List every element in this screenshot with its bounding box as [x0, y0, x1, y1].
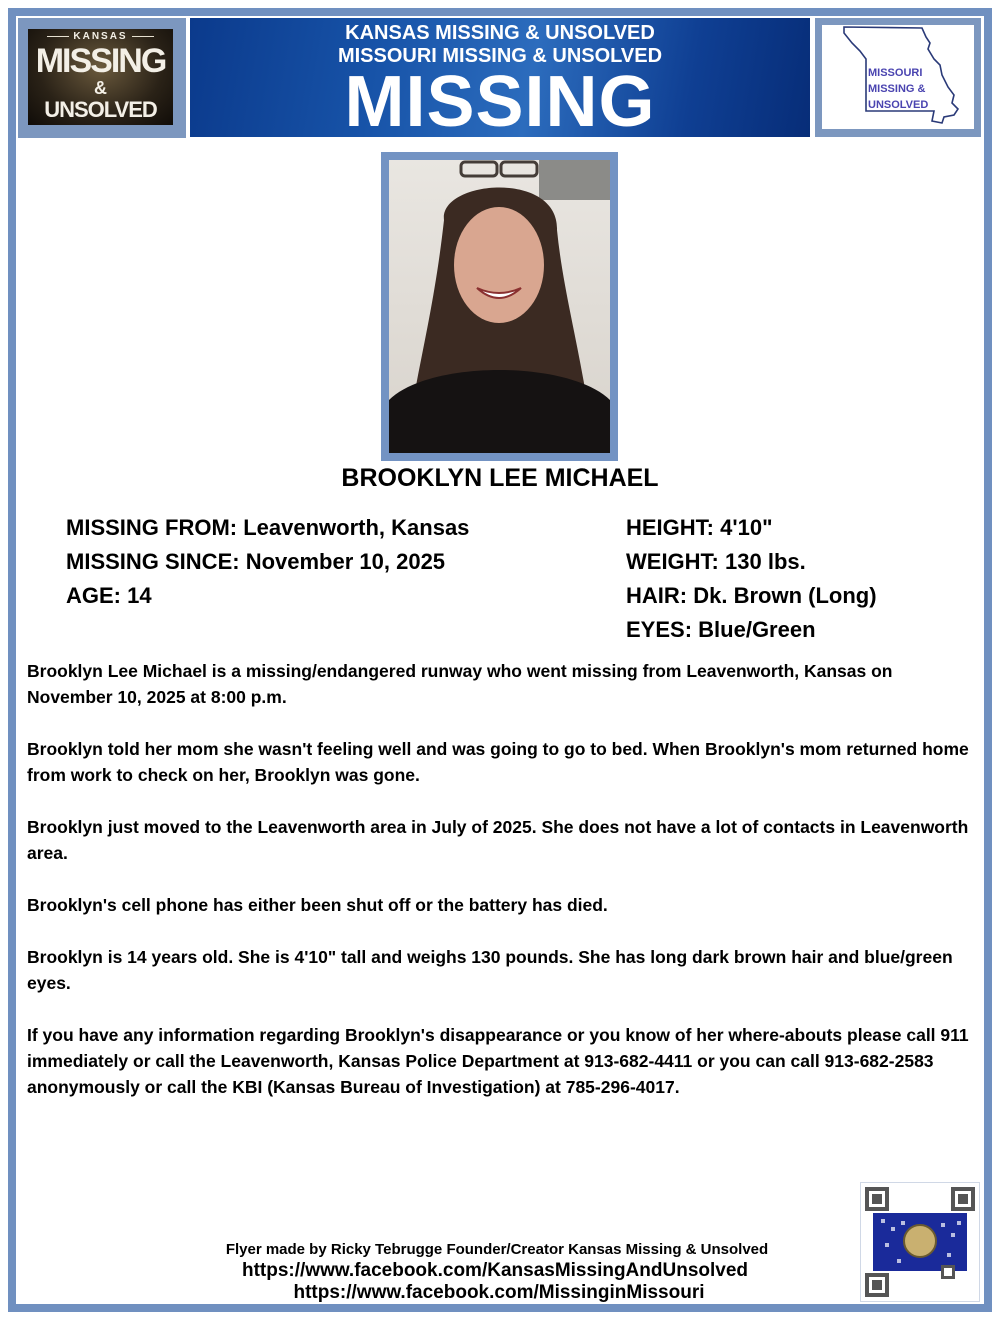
description-paragraph: Brooklyn just moved to the Leavenworth area in July of 2025. She does not have a lot of contacts in Leavenworth area.	[27, 817, 969, 863]
missouri-logo-line1: MISSOURI	[868, 67, 923, 79]
missouri-logo-line2: MISSING &	[868, 83, 926, 95]
fact-value: 4'10"	[720, 515, 773, 540]
facebook-link-missouri[interactable]: https://www.facebook.com/MissinginMissouri	[293, 1282, 705, 1303]
fact-value: 130 lbs.	[725, 549, 806, 574]
fact-label: MISSING FROM:	[66, 515, 238, 540]
fact-eyes	[626, 613, 877, 647]
qr-code-graphic	[861, 1183, 979, 1301]
kansas-missing-unsolved-logo	[18, 18, 186, 138]
fact-label: HEIGHT:	[626, 515, 714, 540]
description-paragraph: Brooklyn told her mom she wasn't feeling well and was going to go to bed. When Brooklyn's mom returned home from work to check on her, Brooklyn was gone.	[27, 739, 969, 785]
logo-unsolved: UNSOLVED	[44, 97, 157, 122]
fact-height	[626, 511, 877, 545]
logo-missing: MISSING	[35, 42, 166, 80]
header-banner	[190, 18, 810, 137]
description	[27, 658, 977, 1126]
description-paragraph: If you have any information regarding Brooklyn's disappearance or you know of her where-abouts please call 911 immediately or call the Leavenworth, Kansas Police Department at 913-682-4411 or you can call 913-682-2583 anonymously or call the KBI (Kansas Bureau of Investigation) at 785-296-4017.	[27, 1025, 969, 1097]
logo-kansas: KANSAS	[28, 31, 173, 42]
portrait-illustration	[389, 160, 610, 453]
photo-image	[389, 160, 610, 453]
missouri-logo-line3: UNSOLVED	[868, 99, 929, 111]
description-paragraph: Brooklyn is 14 years old. She is 4'10" tall and weighs 130 pounds. She has long dark brown hair and blue/green eyes.	[27, 947, 953, 993]
fact-weight	[626, 545, 877, 579]
description-paragraph: Brooklyn Lee Michael is a missing/endangered runway who went missing from Leavenworth, Kansas on November 10, 2025 at 8:00 p.m.	[27, 661, 893, 707]
banner-missouri-line: MISSOURI MISSING & UNSOLVED	[337, 45, 663, 67]
fact-label: EYES:	[626, 617, 693, 642]
banner-title: MISSING	[344, 62, 656, 137]
fact-hair	[626, 579, 877, 613]
missouri-missing-unsolved-logo	[815, 18, 981, 137]
fact-value: Dk. Brown (Long)	[693, 583, 877, 608]
facts-left	[66, 511, 469, 613]
missing-person-photo	[381, 152, 618, 461]
facts-right	[626, 511, 877, 647]
fact-value: 14	[127, 583, 152, 608]
fact-label: AGE:	[66, 583, 121, 608]
fact-value: Blue/Green	[698, 617, 816, 642]
banner-kansas-line: KANSAS MISSING & UNSOLVED	[345, 22, 655, 44]
fact-value: Leavenworth, Kansas	[243, 515, 470, 540]
description-paragraph: Brooklyn's cell phone has either been shut off or the battery has died.	[27, 895, 608, 915]
fact-missing-since	[66, 545, 469, 579]
logo-amp: &	[94, 78, 107, 98]
missouri-logo-text	[868, 65, 928, 113]
logo-image	[822, 25, 974, 129]
flyer-credit: Flyer made by Ricky Tebrugge Founder/Creator Kansas Missing & Unsolved	[225, 1241, 769, 1258]
fact-age	[66, 579, 469, 613]
fact-label: MISSING SINCE:	[66, 549, 240, 574]
qr-code-icon[interactable]	[860, 1182, 980, 1302]
facebook-link-kansas[interactable]: https://www.facebook.com/KansasMissingAndUnsolved	[241, 1260, 749, 1281]
logo-image	[28, 29, 173, 125]
fact-label: HAIR:	[626, 583, 688, 608]
fact-label: WEIGHT:	[626, 549, 719, 574]
fact-missing-from	[66, 511, 469, 545]
person-name: BROOKLYN LEE MICHAEL	[341, 464, 659, 492]
fact-value: November 10, 2025	[245, 549, 446, 574]
